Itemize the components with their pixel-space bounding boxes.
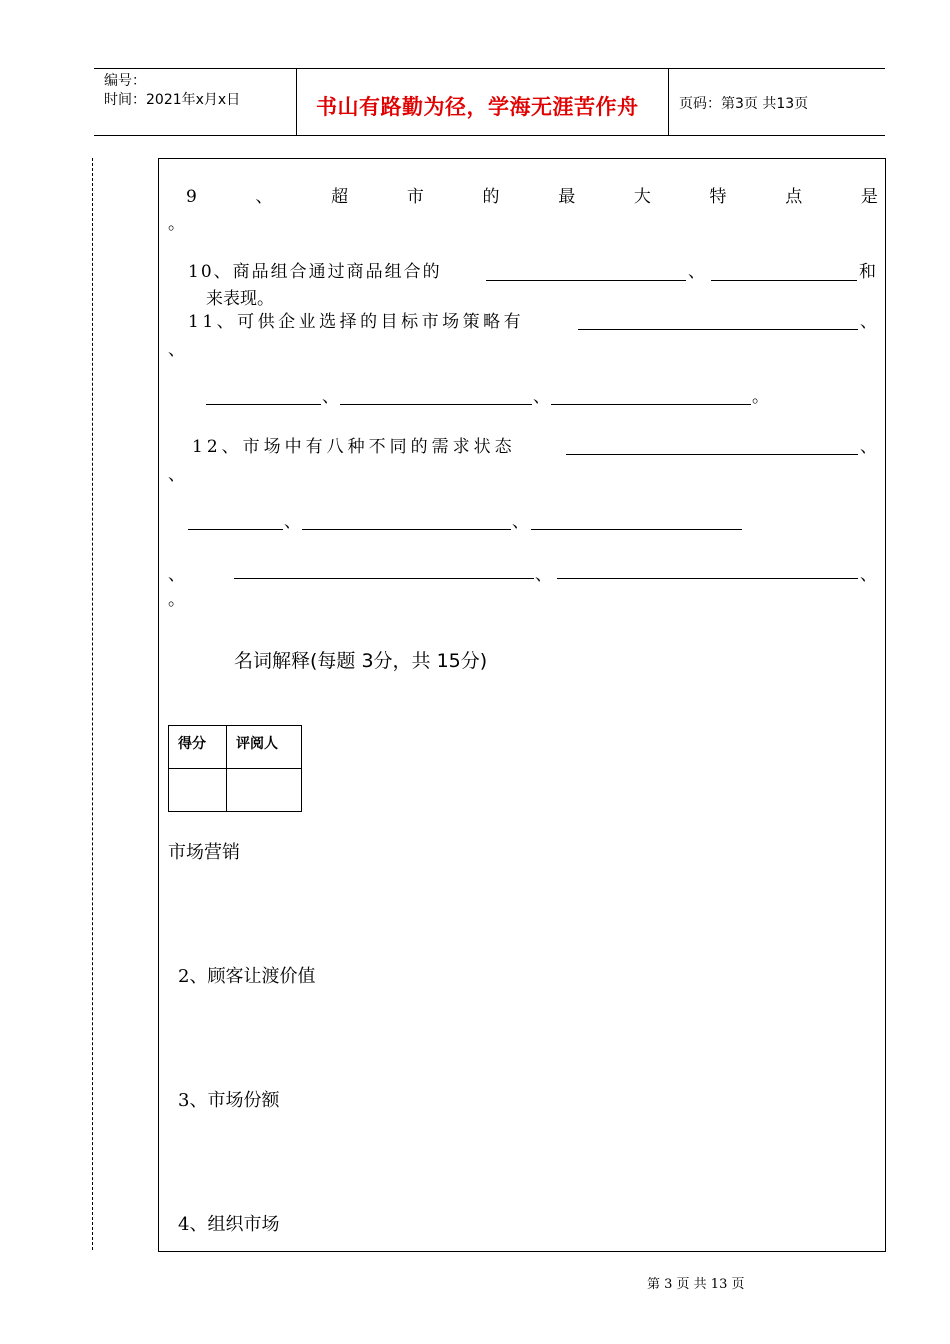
q11-sep: 、 — [860, 312, 877, 332]
q11-blank-2[interactable] — [206, 404, 321, 405]
q10-blank-1[interactable] — [486, 280, 686, 281]
q12-blank-1[interactable] — [566, 454, 858, 455]
q11-end-mark: 。 — [752, 387, 769, 407]
q11-cont: 、 — [168, 340, 185, 360]
q9-char: 最 — [558, 187, 576, 207]
q12-blank-4[interactable] — [531, 529, 742, 530]
q11-blank-1[interactable] — [578, 329, 858, 330]
section-title: 名词解释(每题 3分，共 15分) — [234, 650, 488, 672]
page-footer: 第 3 页 共 13 页 — [647, 1277, 745, 1292]
q12-blank-5[interactable] — [234, 578, 534, 579]
q9-char: 特 — [709, 187, 727, 207]
q9-char: 市 — [406, 187, 424, 207]
q9-char: 、 — [255, 187, 273, 207]
header-time-label: 时间：2021年x月x日 — [104, 92, 241, 108]
score-table — [168, 725, 302, 812]
term-2: 2、顾客让渡价值 — [178, 966, 316, 987]
q12-blank-2[interactable] — [188, 529, 283, 530]
term-1: 市场营销 — [168, 842, 240, 863]
q12-text: 12、市场中有八种不同的需求状态 — [192, 437, 516, 457]
q9-end-mark: 。 — [168, 214, 185, 234]
q11-sep3: 、 — [533, 387, 550, 407]
q9-char: 是 — [860, 187, 878, 207]
header-top-rule — [94, 68, 885, 69]
q12-sep4: 、 — [535, 565, 552, 585]
q12-sep3: 、 — [512, 512, 529, 532]
q12-sep5: 、 — [860, 565, 877, 585]
q11-blank-4[interactable] — [551, 404, 751, 405]
q9-char: 的 — [482, 187, 500, 207]
term-4: 4、组织市场 — [178, 1214, 280, 1235]
header-code-label: 编号： — [104, 73, 146, 89]
q10-text: 10、商品组合通过商品组合的 — [188, 262, 442, 282]
reviewer-cell[interactable] — [227, 769, 302, 812]
q10-blank-2[interactable] — [711, 280, 857, 281]
q9-char: 超 — [331, 187, 349, 207]
header-bottom-rule — [94, 135, 885, 136]
header-page-label: 页码：第3页 共13页 — [679, 96, 809, 112]
q9-char: 9 — [186, 187, 197, 207]
q12-cont: 、 — [168, 465, 185, 485]
question-9 — [186, 186, 878, 208]
header-divider-2 — [668, 68, 669, 136]
q9-char: 大 — [633, 187, 651, 207]
q12-blank-3[interactable] — [302, 529, 511, 530]
q11-blank-3[interactable] — [340, 404, 532, 405]
q12-sep: 、 — [860, 437, 877, 457]
header-divider-1 — [296, 68, 297, 136]
score-cell[interactable] — [169, 769, 227, 812]
q12-end-mark: 。 — [168, 590, 185, 610]
reviewer-header: 评阅人 — [236, 736, 278, 752]
binding-dashed-line — [92, 158, 93, 1250]
header-motto: 书山有路勤为径，学海无涯苦作舟 — [316, 95, 639, 119]
q12-sep2: 、 — [284, 512, 301, 532]
q10-line2: 来表现。 — [206, 289, 274, 309]
q10-tail: 和 — [859, 262, 876, 282]
q10-sep: 、 — [688, 262, 705, 282]
q12-lead: 、 — [168, 565, 185, 585]
q9-char: 点 — [785, 187, 803, 207]
q11-text: 11、可供企业选择的目标市场策略有 — [188, 312, 525, 332]
score-header: 得分 — [178, 736, 206, 752]
q12-blank-6[interactable] — [557, 578, 858, 579]
q11-sep2: 、 — [322, 387, 339, 407]
term-3: 3、市场份额 — [178, 1090, 280, 1111]
